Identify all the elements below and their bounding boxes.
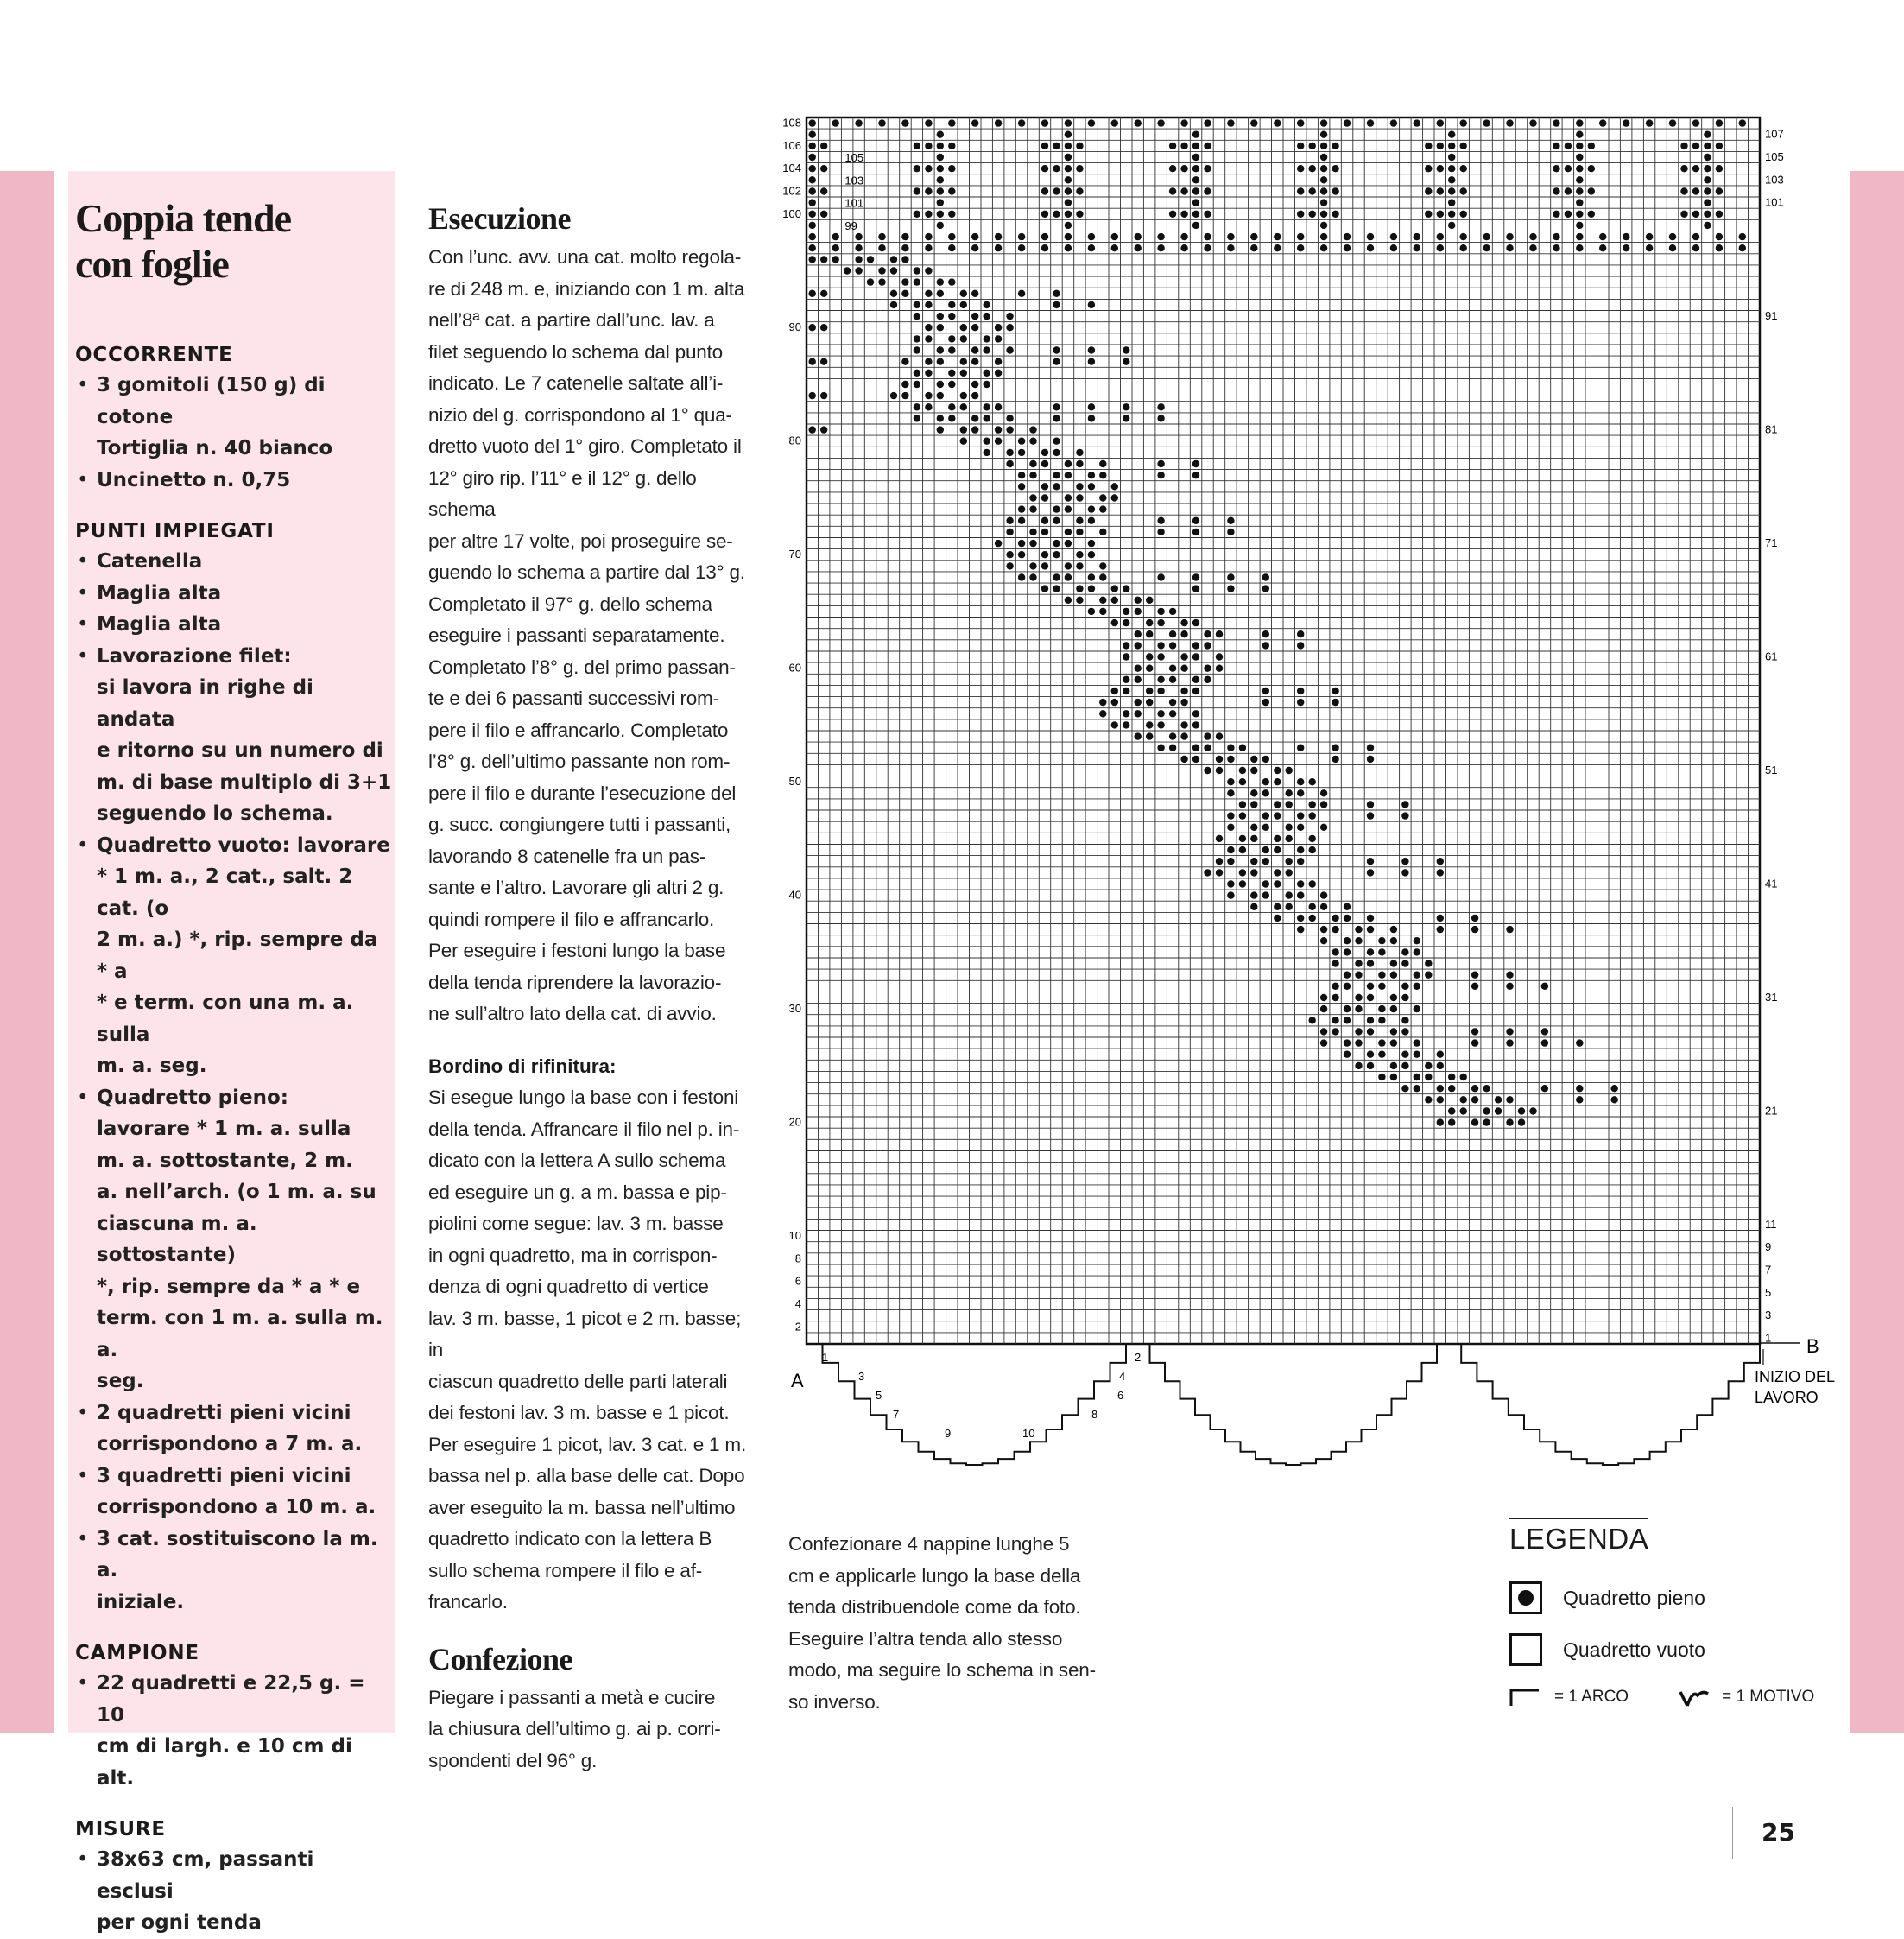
scallop-label: 7 — [893, 1408, 900, 1421]
passante-label: 103 — [844, 174, 864, 187]
row-label-left: 20 — [788, 1115, 801, 1129]
row-label-left: 4 — [794, 1297, 801, 1310]
misure-heading: MISURE — [75, 1818, 166, 1841]
list-item: • Quadretto pieno: lavorare * 1 m. a. sulla m. a. sottostante, 2 m. a. nell’arch. (o 1 m. a. su ciascuna m. a. sottostante) *, rip. sempre da * a * e term. con 1 m. a. sulla m. a. seg. — [75, 1082, 395, 1397]
misure-list — [75, 1844, 395, 1939]
confezione-text: Piegare i passanti a metà e cucire la chiusura dell’ultimo g. ai p. corri- spondenti del 96° g. — [428, 1686, 721, 1771]
left-pink-band — [0, 171, 54, 1733]
scallop-label: 10 — [1022, 1427, 1035, 1440]
punti-list — [75, 546, 395, 1618]
row-label-left: 104 — [782, 162, 801, 175]
row-label-left: 70 — [788, 548, 801, 561]
marker-b: B — [1806, 1335, 1819, 1357]
row-label-right: 31 — [1765, 991, 1778, 1004]
page-number: 25 — [1762, 1818, 1795, 1847]
list-item: • Catenella — [75, 546, 395, 578]
list-item: • 2 quadretti pieni vicini corrispondono a 7 m. a. — [75, 1397, 395, 1461]
legend-label-arco: = 1 ARCO — [1554, 1688, 1629, 1706]
campione-heading: CAMPIONE — [75, 1642, 199, 1664]
list-item: • Maglia alta — [75, 578, 395, 610]
row-label-left: 50 — [788, 775, 801, 789]
finishing-note: Confezionare 4 nappine lunghe 5 cm e applicarle lungo la base della tenda distribuendole come da foto. Eseguire l’altra tenda allo stesso modo, ma seguire lo schema in sen- so inverso. — [788, 1533, 1096, 1713]
row-label-left: 100 — [782, 206, 801, 220]
campione-list — [75, 1668, 395, 1794]
legend-title: LEGENDA — [1509, 1518, 1648, 1556]
row-label-right: 11 — [1765, 1217, 1777, 1231]
legend-label-motivo: = 1 MOTIVO — [1722, 1688, 1815, 1706]
row-label-right: 91 — [1765, 309, 1778, 323]
list-item: • 3 quadretti pieni vicini corrispondono a 10 m. a. — [75, 1461, 395, 1524]
passante-label: 99 — [844, 219, 857, 232]
scallop-label: 3 — [858, 1370, 865, 1383]
arc-icon — [1509, 1687, 1540, 1708]
row-label-left: 30 — [788, 1002, 801, 1016]
row-label-left: 60 — [788, 661, 801, 675]
list-item: • 38x63 cm, passanti esclusi per ogni tenda — [75, 1844, 395, 1939]
row-label-right: 81 — [1765, 422, 1778, 436]
filet-chart-svg — [769, 112, 1874, 1486]
materials-sidebar — [68, 171, 395, 1934]
list-item: • Quadretto vuoto: lavorare * 1 m. a., 2 cat., salt. 2 cat. (o 2 m. a.) *, rip. sempre da * a * e term. con una m. a. sulla m. a. seg. — [75, 830, 395, 1082]
list-item: • 22 quadretti e 22,5 g. = 10 cm di largh. e 10 cm di alt. — [75, 1668, 395, 1794]
list-item: • 3 cat. sostituiscono la m. a. iniziale. — [75, 1524, 395, 1619]
row-label-right: 9 — [1765, 1240, 1772, 1254]
page-number-rule — [1732, 1807, 1733, 1859]
empty-square-icon — [1509, 1633, 1542, 1666]
row-label-right: 103 — [1765, 173, 1784, 187]
motif-icon — [1677, 1687, 1711, 1708]
legend — [1509, 1518, 1820, 1708]
occorrente-list — [75, 370, 395, 496]
row-label-left: 10 — [788, 1229, 801, 1243]
row-label-left: 40 — [788, 888, 801, 902]
list-item: • Lavorazione filet: si lavora in righe di andata e ritorno su un numero di m. di base multiplo di 3+1 seguendo lo schema. — [75, 641, 395, 830]
row-label-right: 1 — [1765, 1331, 1772, 1345]
esecuzione-heading: Esecuzione — [428, 201, 571, 236]
occorrente-heading: OCCORRENTE — [75, 344, 233, 366]
row-label-right: 21 — [1765, 1104, 1778, 1118]
list-item: • 3 gomitoli (150 g) di cotone Tortiglia n. 40 bianco — [75, 370, 395, 465]
list-item: • Maglia alta — [75, 609, 395, 641]
legend-label-pieno: Quadretto pieno — [1563, 1586, 1705, 1609]
row-label-left: 106 — [782, 138, 801, 152]
scallop-label: 8 — [1091, 1408, 1098, 1421]
esecuzione-text: Con l’unc. avv. una cat. molto regola- re di 248 m. e, iniziando con 1 m. alta nell’8ª cat. a partire dall’unc. lav. a filet seguendo lo schema dal punto indicato. Le 7 catenelle saltate all’i- nizio del g. corrispondono al 1° qua- dretto vuoto del 1° giro. Completato il 12° giro rip. l’11° e il 12° g. dello schema per altre 17 volte, poi proseguire se- guendo lo schema a partire dal 13° g. Completato il 97° g. dello schema eseguire i passanti separatamente. Completato l’8° g. del primo passan- te e dei 6 passanti successivi rom- pere il filo e affrancarlo. Completato l’8° g. dell’ultimo passante non rom- pere il filo e durante l’esecuzione del g. succ. congiungere tutti i passanti, lavorando 8 catenelle fra un pas- sante e l’altro. Lavorare gli altri 2 g. quindi rompere il filo e affrancarlo. Per eseguire i festoni lungo la base della tenda riprendere la lavorazio- ne sull’altro lato della cat. di avvio. — [428, 246, 745, 1024]
scallop-label: 1 — [822, 1351, 829, 1364]
bordino-heading: Bordino di rifinitura: — [428, 1055, 617, 1077]
bordino-text: Si esegue lungo la base con i festoni della tenda. Affrancare il filo nel p. in- dicato con la lettera A sullo schema ed eseguire un g. a m. bassa e pip- piolini come segue: lav. 3 m. basse in ogni quadretto, ma in corrispon- denza di ogni quadretto di vertice lav. 3 m. basse, 1 picot e 2 m. basse; in ciascun quadretto delle parti laterali dei festoni lav. 3 m. basse e 1 picot. Per eseguire 1 picot, lav. 3 cat. e 1 m. bassa nel p. alla base delle cat. Dopo aver eseguito la m. bassa nell’ultimo quadretto indicato con la lettera B sullo schema rompere il filo e af- francarlo. — [428, 1087, 747, 1613]
row-label-right: 61 — [1765, 650, 1778, 663]
row-label-right: 51 — [1765, 764, 1778, 776]
row-label-right: 71 — [1765, 536, 1778, 550]
row-label-left: 90 — [788, 320, 801, 334]
list-item: • Uncinetto n. 0,75 — [75, 465, 395, 497]
row-label-right: 105 — [1765, 150, 1784, 163]
legend-row-pieno — [1509, 1581, 1820, 1614]
instructions-column — [428, 200, 756, 1777]
start-label: LAVORO — [1755, 1389, 1819, 1406]
row-label-right: 7 — [1765, 1263, 1772, 1277]
marker-a: A — [791, 1370, 804, 1391]
filet-chart — [769, 112, 1874, 1490]
scallop-label: 9 — [945, 1427, 952, 1440]
row-label-left: 102 — [782, 184, 801, 198]
scallop-label: 4 — [1119, 1370, 1126, 1383]
legend-label-vuoto: Quadretto vuoto — [1563, 1638, 1705, 1661]
chart-grid — [807, 117, 1760, 1465]
row-label-right: 5 — [1765, 1285, 1772, 1299]
row-label-left: 8 — [794, 1251, 801, 1265]
scallop-label: 5 — [876, 1389, 882, 1402]
legend-row-symbols — [1509, 1687, 1820, 1708]
row-label-left: 108 — [782, 116, 801, 130]
row-label-right: 101 — [1765, 195, 1784, 209]
start-label: INIZIO DEL — [1755, 1368, 1836, 1385]
row-label-right: 107 — [1765, 127, 1784, 141]
confezione-heading: Confezione — [428, 1641, 572, 1676]
row-label-left: 80 — [788, 434, 801, 447]
scallop-label: 6 — [1117, 1389, 1124, 1402]
passante-label: 101 — [844, 196, 864, 210]
row-label-left: 6 — [794, 1274, 801, 1288]
row-label-right: 41 — [1765, 877, 1778, 890]
row-label-left: 2 — [794, 1320, 801, 1334]
filled-square-icon — [1509, 1581, 1542, 1614]
scallop-label: 2 — [1135, 1351, 1142, 1364]
passante-label: 105 — [844, 151, 864, 164]
filled-squares — [808, 119, 1746, 1125]
page-title: Coppia tende con foglie — [75, 196, 291, 286]
row-label-right: 3 — [1765, 1309, 1772, 1322]
punti-heading: PUNTI IMPIEGATI — [75, 520, 275, 542]
legend-row-vuoto — [1509, 1633, 1820, 1666]
